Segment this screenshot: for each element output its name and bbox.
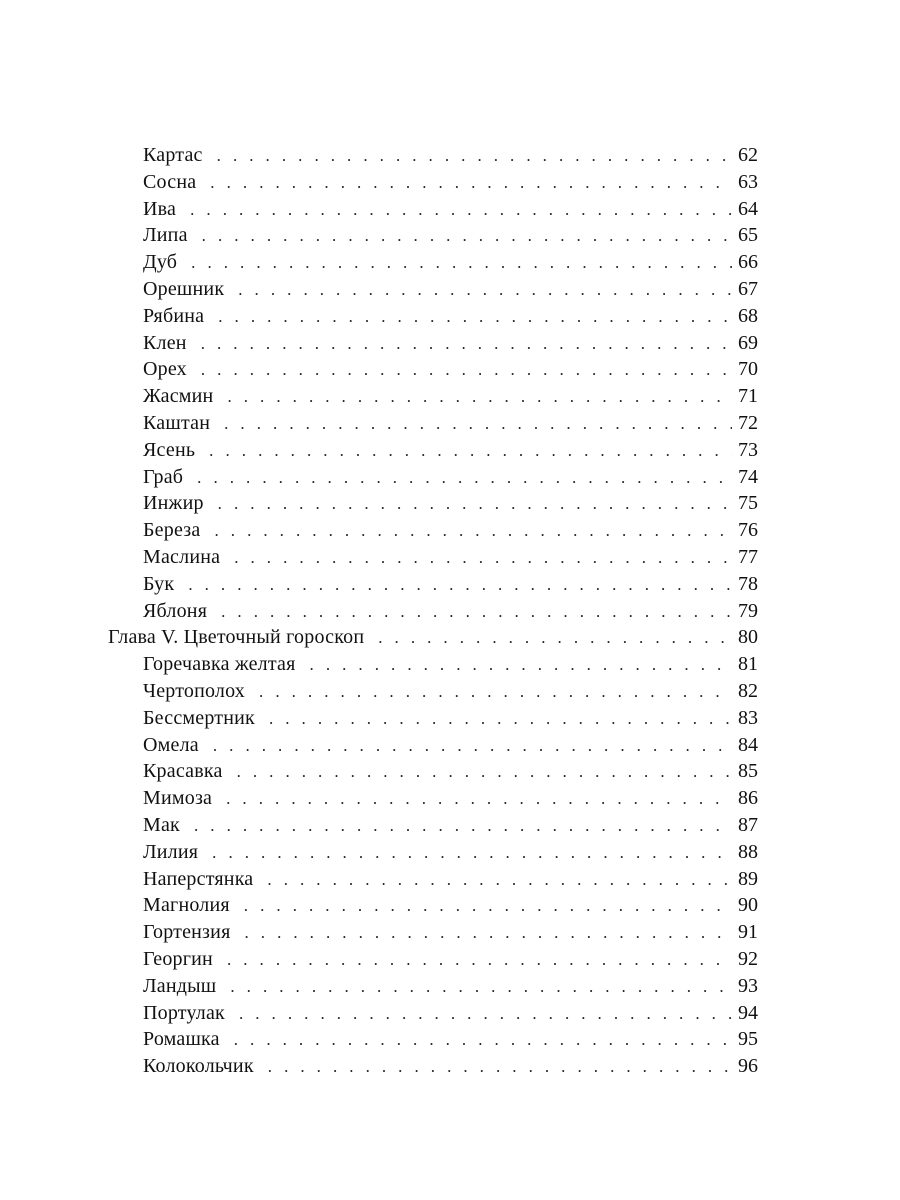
toc-entry-page-number: 70 (738, 358, 758, 381)
dot-leader (217, 143, 732, 170)
dot-leader (209, 438, 732, 465)
dot-leader (224, 411, 732, 438)
toc-entry[interactable] (108, 571, 758, 598)
dot-leader (234, 1027, 732, 1054)
toc-entry-title: Яблоня (143, 599, 208, 622)
toc-entry-title: Жасмин (143, 385, 214, 408)
toc-entry-title: Орех (143, 358, 187, 381)
toc-entry-title: Инжир (143, 492, 204, 515)
toc-entry-page-number: 66 (738, 251, 758, 274)
dot-leader (213, 733, 732, 760)
toc-entry-title: Маслина (143, 545, 221, 568)
toc-entry[interactable] (108, 1026, 758, 1053)
dot-leader (259, 679, 732, 706)
dot-leader (201, 331, 732, 358)
toc-entry[interactable] (108, 330, 758, 357)
toc-entry[interactable] (108, 785, 758, 812)
toc-entry[interactable] (108, 464, 758, 491)
toc-entry[interactable] (108, 892, 758, 919)
dot-leader (234, 545, 732, 572)
toc-entry-page-number: 88 (738, 840, 758, 863)
dot-leader (197, 465, 732, 492)
toc-entry-title: Граб (143, 465, 184, 488)
toc-entry[interactable] (108, 142, 758, 169)
toc-entry-title: Картас (143, 144, 203, 166)
toc-entry-title: Портулак (143, 1001, 225, 1024)
toc-entry-title: Орешник (143, 277, 225, 300)
dot-leader (194, 813, 732, 840)
toc-entry-title: Каштан (143, 411, 211, 434)
dot-leader (190, 197, 732, 224)
table-of-contents (108, 142, 758, 1080)
toc-entry[interactable] (108, 490, 758, 517)
toc-entry-page-number: 81 (738, 653, 758, 676)
toc-entry-page-number: 71 (738, 385, 758, 408)
toc-entry-page-number: 77 (738, 545, 758, 568)
toc-entry-title: Красавка (143, 760, 223, 783)
toc-entry-title: Гортензия (143, 921, 231, 944)
dot-leader (310, 652, 732, 679)
dot-leader (202, 223, 732, 250)
dot-leader (201, 357, 732, 384)
toc-entry-page-number: 64 (738, 197, 758, 220)
dot-leader (218, 304, 732, 331)
toc-entry[interactable] (108, 517, 758, 544)
toc-entry-page-number: 83 (738, 706, 758, 729)
toc-entry-title: Чертополох (143, 679, 246, 702)
toc-entry[interactable] (108, 303, 758, 330)
toc-entry[interactable] (108, 356, 758, 383)
toc-entry-title: Клен (143, 331, 187, 354)
toc-entry[interactable] (108, 705, 758, 732)
toc-entry-title: Липа (143, 224, 188, 247)
dot-leader (237, 759, 732, 786)
dot-leader (214, 518, 732, 545)
dot-leader (191, 250, 732, 277)
toc-entry[interactable] (108, 410, 758, 437)
toc-entry-page-number: 85 (738, 760, 758, 783)
toc-entry-title: Мак (143, 813, 180, 836)
toc-entry-page-number: 84 (738, 733, 758, 756)
dot-leader (188, 572, 732, 599)
toc-entry[interactable] (108, 758, 758, 785)
toc-entry[interactable] (108, 222, 758, 249)
toc-entry-page-number: 92 (738, 947, 758, 970)
toc-entry-title: Рябина (143, 304, 205, 327)
toc-entry-title: Ромашка (143, 1028, 220, 1051)
toc-entry-title: Георгин (143, 947, 213, 970)
toc-entry-page-number: 91 (738, 921, 758, 944)
toc-entry[interactable] (108, 946, 758, 973)
toc-entry-title: Глава V. Цветочный гороскоп (108, 626, 365, 649)
toc-entry[interactable] (108, 383, 758, 410)
dot-leader (267, 867, 732, 894)
toc-entry[interactable] (108, 196, 758, 223)
toc-entry[interactable] (108, 169, 758, 196)
dot-leader (239, 1001, 732, 1028)
dot-leader (269, 706, 732, 733)
toc-entry-page-number: 67 (738, 277, 758, 300)
dot-leader (221, 599, 732, 626)
toc-entry[interactable] (108, 1000, 758, 1027)
toc-entry[interactable] (108, 249, 758, 276)
dot-leader (227, 384, 732, 411)
toc-entry-title: Лилия (143, 840, 199, 863)
toc-entry-page-number: 87 (738, 813, 758, 836)
dot-leader (212, 840, 732, 867)
toc-entry-title: Мимоза (143, 787, 213, 810)
toc-entry-title: Горечавка желтая (143, 653, 296, 676)
toc-entry-page-number: 95 (738, 1028, 758, 1051)
toc-entry-page-number: 90 (738, 894, 758, 917)
toc-entry-title: Бессмертник (143, 706, 255, 729)
toc-entry[interactable] (108, 732, 758, 759)
dot-leader (210, 170, 732, 197)
toc-entry-page-number: 89 (738, 867, 758, 890)
toc-entry-page-number: 79 (738, 599, 758, 622)
toc-entry-page-number: 65 (738, 224, 758, 247)
toc-entry[interactable] (108, 544, 758, 571)
toc-entry-title: Сосна (143, 170, 197, 193)
toc-entry-page-number: 62 (738, 144, 758, 166)
toc-entry-title: Магнолия (143, 894, 230, 917)
toc-entry-page-number: 78 (738, 572, 758, 595)
toc-entry[interactable] (108, 437, 758, 464)
toc-entry[interactable] (108, 651, 758, 678)
dot-leader (226, 786, 732, 813)
toc-entry[interactable] (108, 919, 758, 946)
toc-entry-page-number: 69 (738, 331, 758, 354)
toc-entry-page-number: 80 (738, 626, 758, 649)
dot-leader (227, 947, 732, 974)
toc-entry-page-number: 73 (738, 438, 758, 461)
toc-entry-title: Наперстянка (143, 867, 254, 890)
toc-entry-page-number: 75 (738, 492, 758, 515)
toc-chapter-entry[interactable] (108, 624, 758, 651)
dot-leader (218, 491, 732, 518)
toc-entry-page-number: 68 (738, 304, 758, 327)
toc-entry[interactable] (108, 866, 758, 893)
toc-entry-title: Ландыш (143, 974, 217, 997)
toc-entry[interactable] (108, 598, 758, 625)
toc-entry-page-number: 86 (738, 787, 758, 810)
toc-entry[interactable] (108, 276, 758, 303)
toc-entry-title: Колокольчик (143, 1055, 254, 1078)
toc-entry[interactable] (108, 839, 758, 866)
toc-entry-page-number: 76 (738, 519, 758, 542)
toc-entry[interactable] (108, 678, 758, 705)
toc-entry[interactable] (108, 812, 758, 839)
toc-entry-page-number: 82 (738, 679, 758, 702)
dot-leader (244, 893, 732, 920)
toc-entry[interactable] (108, 973, 758, 1000)
toc-entry-page-number: 72 (738, 411, 758, 434)
toc-entry-page-number: 94 (738, 1001, 758, 1024)
toc-entry-page-number: 96 (738, 1055, 758, 1078)
toc-entry[interactable] (108, 1053, 758, 1080)
toc-entry-title: Береза (143, 519, 201, 542)
toc-entry-title: Дуб (143, 251, 178, 274)
toc-entry-page-number: 93 (738, 974, 758, 997)
toc-entry-title: Бук (143, 572, 175, 595)
toc-entry-title: Ива (143, 197, 177, 220)
dot-leader (230, 974, 732, 1001)
toc-entry-title: Омела (143, 733, 199, 756)
dot-leader (268, 1054, 732, 1081)
dot-leader (378, 625, 732, 652)
toc-entry-page-number: 74 (738, 465, 758, 488)
dot-leader (238, 277, 732, 304)
toc-entry-title: Ясень (143, 438, 196, 461)
toc-entry-page-number: 63 (738, 170, 758, 193)
dot-leader (244, 920, 732, 947)
